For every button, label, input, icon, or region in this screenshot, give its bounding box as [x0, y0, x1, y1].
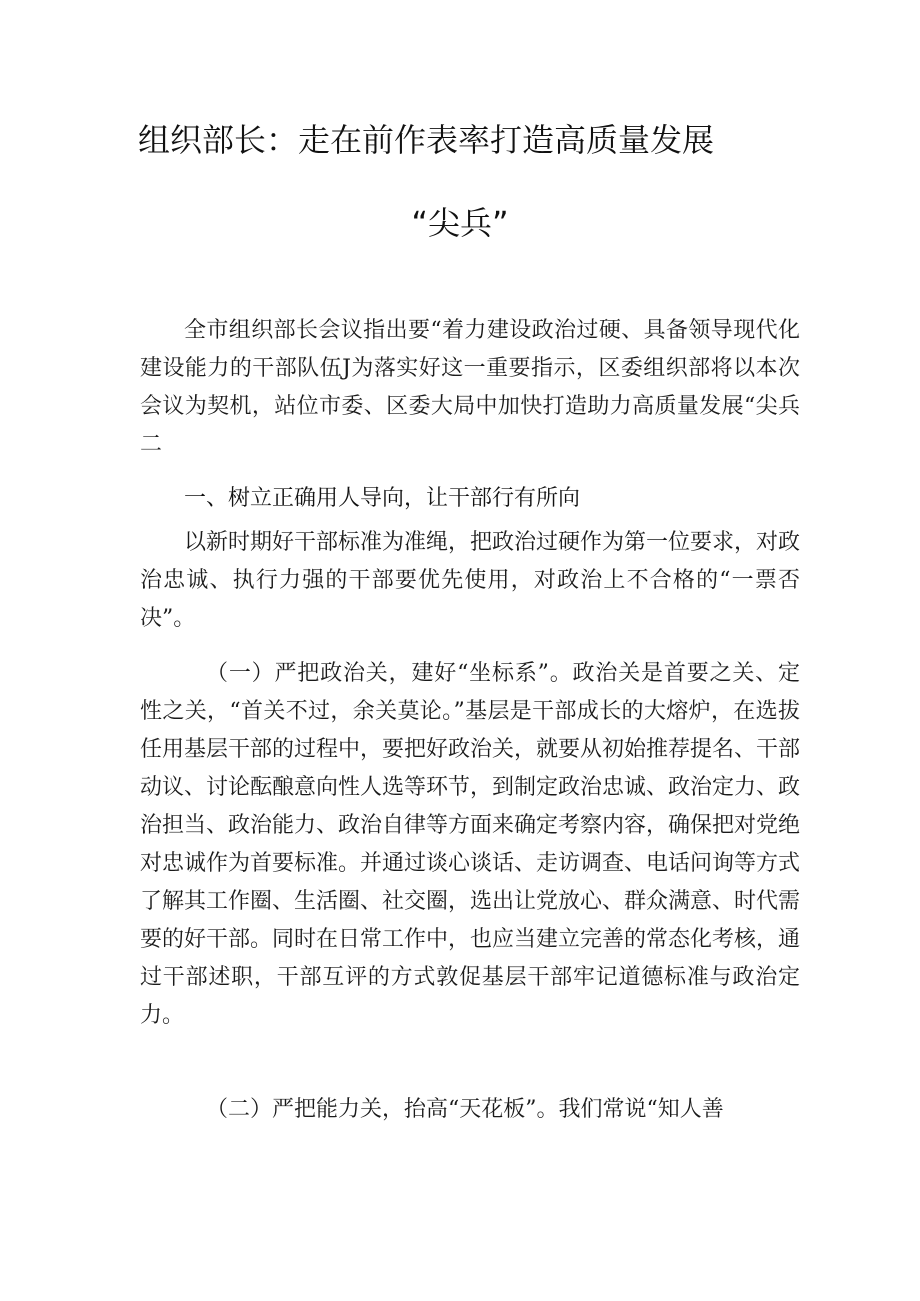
intro-paragraph: 全市组织部长会议指出要“着力建设政治过硬、具备领导现代化建设能力的干部队伍J为落实好这一重要指示，区委组织部将以本次会议为契机，站位市委、区委大局中加快打造助力高质量发展“尖兵二	[140, 318, 800, 457]
document-title-line-1: 组织部长：走在前作表率打造高质量发展	[138, 121, 715, 159]
section-heading-1: 一、树立正确用人导向，让干部行有所向	[184, 486, 581, 511]
section-1-paragraph: 以新时期好干部标准为准绳，把政治过硬作为第一位要求，对政治忠诚、执行力强的干部要优先使用，对政治上不合格的“一票否决”。	[140, 530, 801, 631]
subsection-1-paragraph: （一）严把政治关，建好“坐标系”。政治关是首要之关、定性之关，“首关不过，余关莫论。”基层是干部成长的大熔炉，在选拔任用基层干部的过程中，要把好政治关，就要从初始推荐提名、干部动议、讨论酝酿意向性人选等环节，到制定政治忠诚、政治定力、政治担当、政治能力、政治自律等方面来确定考察内容，确保把对党绝对忠诚作为首要标准。并通过谈心谈话、走访调查、电话问询等方式了解其工作圈、生活圈、社交圈，选出让党放心、群众满意、时代需要的好干部。同时在日常工作中，也应当建立完善的常态化考核，通过干部述职，干部互评的方式敦促基层干部牢记道德标准与政治定力。	[140, 661, 801, 1028]
subsection-2-paragraph: （二）严把能力关，抬高“天花板”。我们常说“知人善	[206, 1097, 724, 1122]
document-title-line-2: “尖兵”	[411, 204, 509, 242]
